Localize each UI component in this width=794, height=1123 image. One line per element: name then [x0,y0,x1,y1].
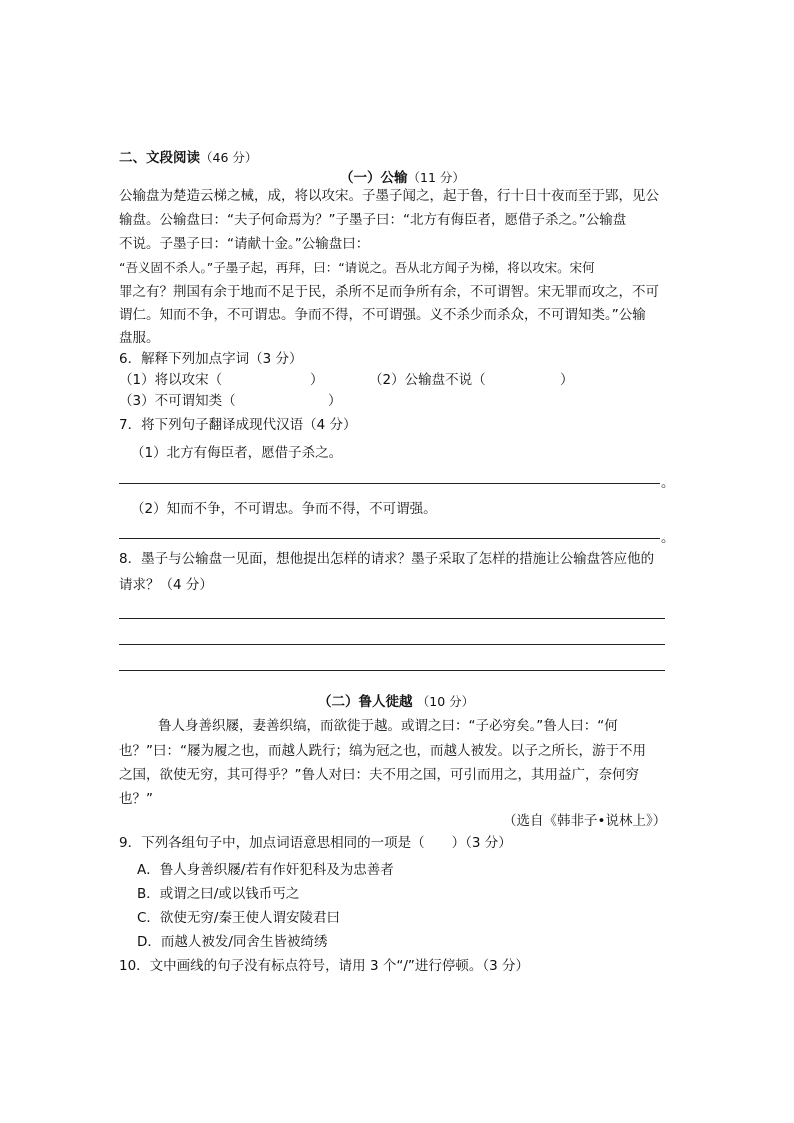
answer-line [119,670,665,671]
q7-end-mark-2: 。 [661,530,675,546]
section-heading [119,146,257,166]
passage1-score: （11 分） [407,170,465,185]
passage1-title: （一）公输 [340,170,408,186]
answer-line [119,618,665,619]
q6-item-2-close: ） [560,372,574,388]
q6-item-2: （2）公输盘不说（ [369,372,486,388]
answer-line [119,538,660,539]
passage1-line: 罪之有？荆国有余于地而不足于民，杀所不足而争所有余，不可谓智。宋无罪而攻之，不可 [119,284,659,300]
passage1-line: 盘服。 [119,330,160,346]
q6-item-1: （1）将以攻宋（ [119,372,223,388]
q9-stem: 9．下列各组句子中，加点词语意思相同的一项是（ ）（3 分） [119,835,512,851]
q7-stem: 7．将下列句子翻译成现代汉语（4 分） [119,417,357,433]
q8-stem-line-2: 请求？（4 分） [119,577,213,593]
passage2-line: 也？” [119,791,153,807]
q9-option-a: A．鲁人身善织屦/若有作奸犯科及为忠善者 [137,862,394,878]
passage1-line: 公输盘为楚造云梯之械，成，将以攻宋。子墨子闻之，起于鲁，行十日十夜而至于郢，见公 [119,188,659,204]
answer-line [119,483,660,484]
passage2-line: 鲁人身善织屦，妻善织缟，而欲徙于越。或谓之曰：“子必穷矣。”鲁人曰：“何 [158,718,618,734]
q10-stem: 10．文中画线的句子没有标点符号，请用 3 个“/”进行停顿。（3 分） [119,958,530,974]
passage1-line: 不说。子墨子曰：“请献十金。”公输盘曰： [119,236,370,252]
q9-option-c: C．欲使无穷/秦王使人谓安陵君曰 [137,910,340,926]
q6-item-1-close: ） [310,372,324,388]
q9-option-d: D．而越人被发/同舍生皆被绮绣 [137,934,328,950]
q7-end-mark-1: 。 [661,475,675,491]
section-heading-score: （46 分） [200,150,258,165]
passage1-line: 输盘。公输盘曰：“夫子何命焉为？”子墨子曰：“北方有侮臣者，愿借子杀之。”公输盘 [119,212,627,228]
q6-item-3: （3）不可谓知类（ [119,393,236,409]
passage2-line: 之国，欲使无穷，其可得乎？”鲁人对曰：夫不用之国，可引而用之，其用益广，奈何穷 [119,767,639,783]
q7-sentence-2: （2）知而不争，不可谓忠。争而不得，不可谓强。 [131,501,437,517]
q6-stem: 6．解释下列加点字词（3 分） [119,351,303,367]
passage2-score: （10 分） [416,694,475,709]
passage1-line: 谓仁。知而不争，不可谓忠。争而不得，不可谓强。义不杀少而杀众，不可谓知类。”公输 [119,307,646,323]
answer-line [119,644,665,645]
q8-stem-line-1: 8．墨子与公输盘一见面，想他提出怎样的请求？墨子采取了怎样的措施让公输盘答应他的 [119,551,655,567]
q6-item-3-close: ） [328,393,342,409]
passage1-heading [340,166,465,186]
passage2-heading [318,690,474,710]
passage2-source: （选自《韩非子•说林上》） [503,813,667,829]
passage2-line: 也？”曰：“屦为履之也，而越人跣行；缟为冠之也，而越人被发。以子之所长，游于不用 [119,743,646,759]
q9-option-b: B．或谓之曰/或以钱币丐之 [137,886,300,902]
q7-sentence-1: （1）北方有侮臣者，愿借子杀之。 [131,445,343,461]
section-heading-title: 二、文段阅读 [119,150,200,166]
passage1-line: “吾义固不杀人。”子墨子起，再拜，曰：“请说之。吾从北方闻子为梯，将以攻宋。宋何 [119,260,595,275]
passage2-title: （二）鲁人徙越 [318,694,413,710]
